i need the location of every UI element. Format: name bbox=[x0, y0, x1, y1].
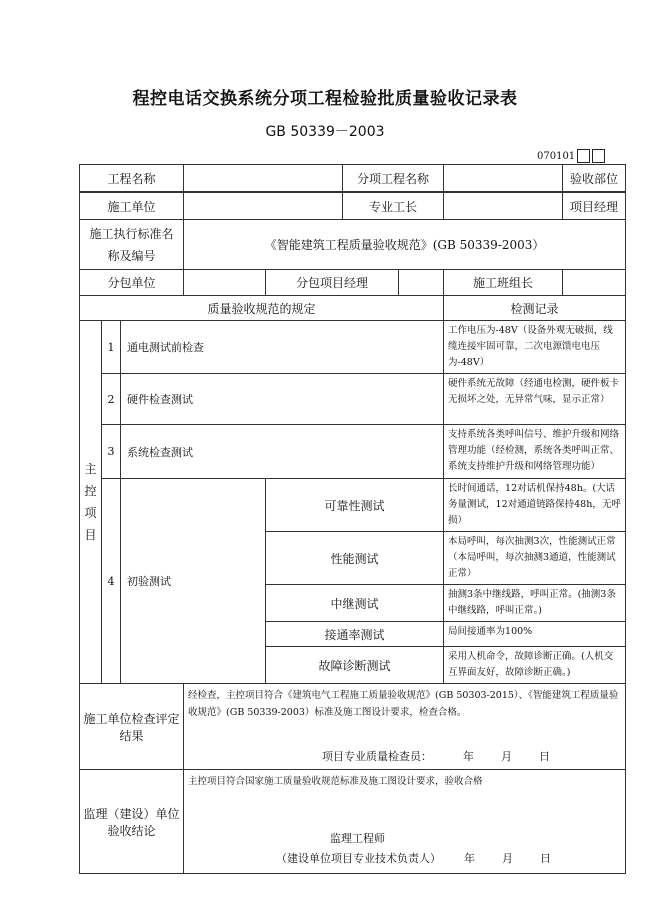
sup-month: 月 bbox=[502, 852, 514, 865]
sub-test-name: 中继测试 bbox=[266, 585, 444, 622]
exec-standard-label-line2: 称及编号 bbox=[107, 248, 156, 263]
acceptance-form-table bbox=[79, 164, 626, 874]
project-manager-label: 项目经理 bbox=[563, 193, 626, 220]
foreman-label: 专业工长 bbox=[343, 193, 444, 220]
record-header: 检测记录 bbox=[444, 296, 626, 321]
form-code-box-1[interactable] bbox=[577, 149, 590, 163]
sub-test-name: 性能测试 bbox=[266, 532, 444, 585]
project-name-value[interactable] bbox=[184, 165, 343, 192]
sub-test-record: 局间接通率为100% bbox=[444, 622, 626, 647]
spec-header: 质量验收规范的规定 bbox=[80, 296, 444, 321]
supervision-engineer: 监理工程师 bbox=[330, 832, 386, 845]
sub-manager-value[interactable] bbox=[399, 270, 444, 296]
inspector-label: 项目专业质量检查员： bbox=[322, 750, 433, 763]
supervision-label: 监理（建设）单位验收结论 bbox=[80, 770, 184, 874]
subcontractor-value[interactable] bbox=[184, 270, 266, 296]
construction-unit-value[interactable] bbox=[184, 193, 343, 220]
supervision-signature bbox=[276, 850, 551, 867]
subcontractor-label: 分包单位 bbox=[80, 270, 184, 296]
item-record: 工作电压为-48V（设备外观无破损，线缆连接牢固可靠，二次电源馈电电压为-48V） bbox=[444, 321, 626, 374]
sub-test-name: 故障诊断测试 bbox=[266, 647, 444, 684]
form-title: 程控电话交换系统分项工程检验批质量验收记录表 bbox=[132, 89, 518, 109]
check-month: 月 bbox=[501, 750, 513, 763]
construction-check-label: 施工单位检查评定结果 bbox=[80, 684, 184, 770]
construction-check-text: 经检查，主控项目符合《建筑电气工程施工质量验收规范》(GB 50303-2015）、《智能建筑工程质量验收规范》(GB 50339-2003）标准及施工图设计要求，检查合格。 bbox=[188, 690, 619, 718]
sub-test-record: 抽测3条中继线路，呼叫正常。(抽测3条中继线路，呼叫正常。) bbox=[444, 585, 626, 622]
exec-standard-value: 《智能建筑工程质量验收规范》(GB 50339-2003） bbox=[184, 220, 626, 270]
construction-unit-label: 施工单位 bbox=[80, 193, 184, 220]
sub-test-record: 长时间通话，12对话机保持48h。(大话务量测试，12对通道链路保持48h，无呼损） bbox=[444, 479, 626, 532]
exec-standard-label bbox=[80, 220, 184, 270]
item-no: 2 bbox=[102, 374, 121, 425]
supervision-text: 主控项目符合国家施工质量验收规范标准及施工图设计要求，验收合格 bbox=[188, 776, 483, 787]
sub-test-name: 接通率测试 bbox=[266, 622, 444, 647]
standard-code: GB 50339－2003 bbox=[265, 124, 385, 140]
item-name: 初验测试 bbox=[121, 479, 266, 684]
sup-year: 年 bbox=[464, 852, 476, 865]
form-code-box-2[interactable] bbox=[592, 149, 605, 163]
acceptance-part-label: 验收部位 bbox=[563, 165, 626, 192]
sup-day: 日 bbox=[540, 852, 552, 865]
owner-rep-label: （建设单位项目专业技术负责人） bbox=[276, 852, 442, 865]
main-control-char-2: 控 bbox=[84, 484, 97, 498]
item-no: 3 bbox=[102, 425, 121, 479]
main-control-char-3: 项 bbox=[84, 506, 97, 520]
form-code bbox=[537, 149, 605, 163]
main-control-char-4: 目 bbox=[84, 528, 97, 542]
item-name: 硬件检查测试 bbox=[121, 374, 444, 425]
project-name-label: 工程名称 bbox=[80, 165, 184, 192]
supervision-cell bbox=[184, 770, 626, 874]
foreman-value[interactable] bbox=[444, 193, 563, 220]
item-record: 支持系统各类呼叫信号、维护升级和网络管理功能（经检测，系统各类呼叫正常、系统支持维护升级和网络管理功能） bbox=[444, 425, 626, 479]
sub-test-record: 采用人机命令，故障诊断正确。(人机交互界面友好，故障诊断正确。) bbox=[444, 647, 626, 684]
item-name: 系统检查测试 bbox=[121, 425, 444, 479]
item-no: 4 bbox=[102, 479, 121, 684]
sub-test-name: 可靠性测试 bbox=[266, 479, 444, 532]
main-control-char-1: 主 bbox=[84, 462, 97, 476]
item-no: 1 bbox=[102, 321, 121, 374]
construction-check-signature bbox=[322, 748, 550, 765]
main-control-label bbox=[80, 321, 102, 684]
check-year: 年 bbox=[463, 750, 475, 763]
form-code-number: 070101 bbox=[537, 150, 576, 162]
check-day: 日 bbox=[539, 750, 551, 763]
construction-check-cell bbox=[184, 684, 626, 770]
team-leader-label: 施工班组长 bbox=[444, 270, 563, 296]
exec-standard-label-line1: 施工执行标准名 bbox=[89, 226, 174, 241]
sub-project-name-label: 分项工程名称 bbox=[343, 165, 444, 192]
sub-project-name-value[interactable] bbox=[444, 165, 563, 192]
item-name: 通电测试前检查 bbox=[121, 321, 444, 374]
team-leader-value[interactable] bbox=[563, 270, 626, 296]
item-record: 硬件系统无故障（经通电检测，硬件板卡无损坏之处，无异常气味，显示正常） bbox=[444, 374, 626, 425]
sub-test-record: 本局呼叫，每次抽测3次，性能测试正常（本局呼叫，每次抽测3通道，性能测试正常） bbox=[444, 532, 626, 585]
sub-manager-label: 分包项目经理 bbox=[266, 270, 399, 296]
